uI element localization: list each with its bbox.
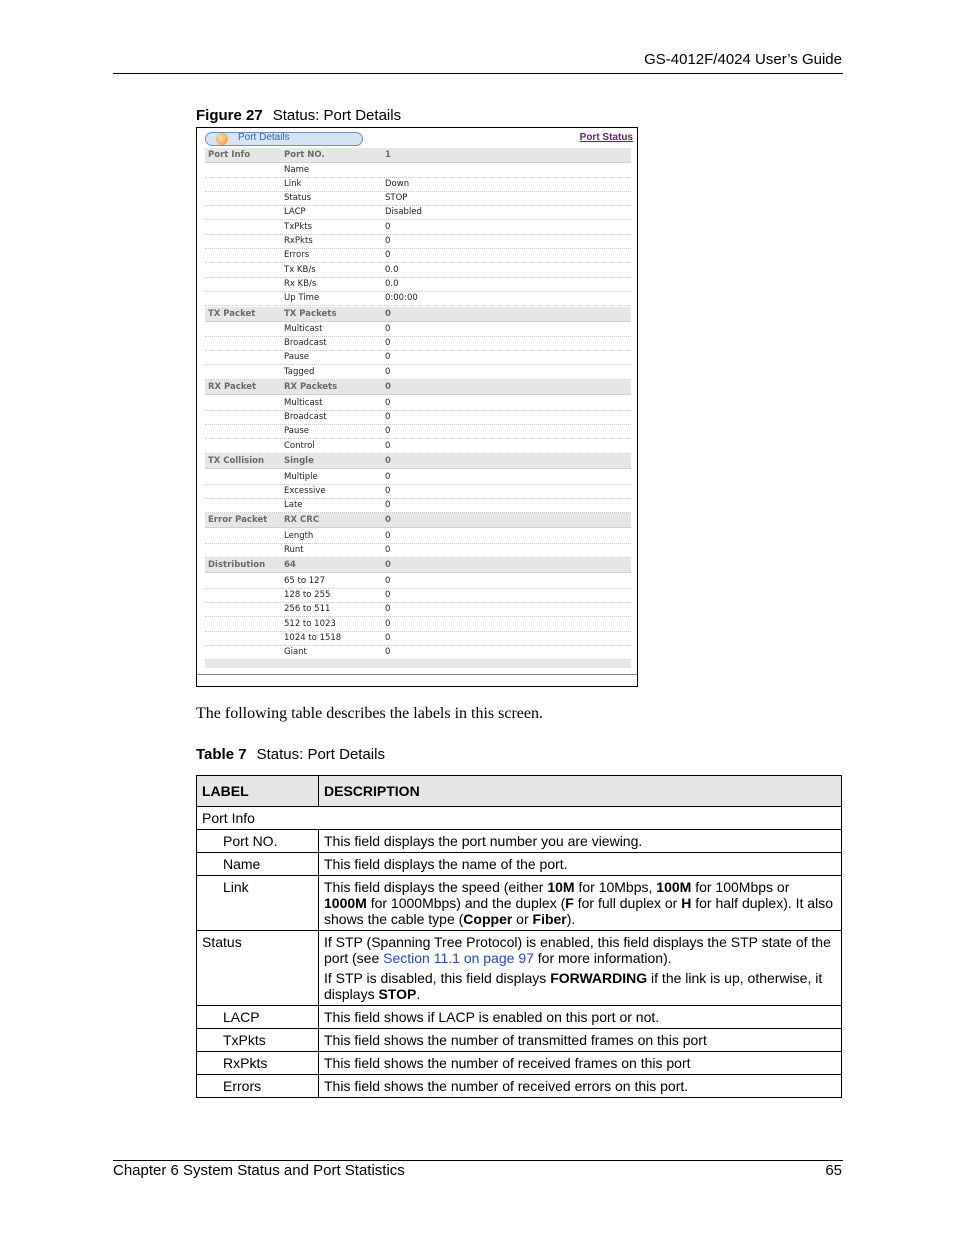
desc-paragraph bbox=[324, 934, 836, 966]
row-field-value: 0 bbox=[385, 222, 391, 232]
table-row bbox=[197, 853, 842, 876]
row-field-value: 0.0 bbox=[385, 279, 399, 289]
detail-row bbox=[205, 322, 631, 337]
row-field-value: 0 bbox=[385, 398, 391, 408]
row-description: This field shows if LACP is enabled on this port or not. bbox=[319, 1006, 842, 1029]
row-field-label: Multicast bbox=[284, 398, 323, 408]
row-description bbox=[319, 876, 842, 931]
detail-row bbox=[205, 263, 631, 278]
row-description: This field displays the port number you are viewing. bbox=[319, 830, 842, 853]
row-field-value: 0 bbox=[385, 515, 391, 525]
table-footer-band bbox=[205, 660, 631, 668]
row-description: This field displays the name of the port. bbox=[319, 853, 842, 876]
row-section: Error Packet bbox=[208, 515, 268, 525]
row-field-value: 1 bbox=[385, 150, 391, 160]
row-field-label: 1024 to 1518 bbox=[284, 633, 342, 643]
row-field-label: Pause bbox=[284, 352, 309, 362]
row-description: This field shows the number of received frames on this port bbox=[319, 1052, 842, 1075]
detail-row bbox=[205, 602, 631, 617]
detail-row bbox=[205, 439, 631, 454]
tab-bullet-icon bbox=[216, 133, 228, 145]
row-field-value: 0 bbox=[385, 560, 391, 570]
row-field-value: STOP bbox=[385, 193, 408, 203]
footer-page-number: 65 bbox=[825, 1162, 842, 1179]
section-header-row bbox=[205, 307, 631, 322]
section-link[interactable]: Section 11.1 on page 97 bbox=[383, 950, 534, 966]
screenshot-bottom-rule bbox=[197, 674, 637, 675]
detail-row bbox=[205, 163, 631, 178]
row-field-value: 0 bbox=[385, 338, 391, 348]
row-field-label: 65 to 127 bbox=[284, 576, 325, 586]
section-header-row bbox=[205, 148, 631, 163]
desc-bold: STOP bbox=[378, 986, 417, 1002]
row-label: Name bbox=[197, 853, 319, 876]
detail-row bbox=[205, 205, 631, 220]
detail-row bbox=[205, 410, 631, 425]
table-row bbox=[197, 1029, 842, 1052]
row-field-label: TxPkts bbox=[284, 222, 313, 232]
table-number: Table 7 bbox=[196, 746, 247, 763]
row-field-label: Single bbox=[284, 456, 314, 466]
row-field-label: TX Packets bbox=[284, 309, 337, 319]
row-field-label: Link bbox=[284, 179, 302, 189]
desc-bold: Fiber bbox=[532, 911, 567, 927]
row-field-value: 0:00:00 bbox=[385, 293, 418, 303]
row-field-value: 0 bbox=[385, 250, 391, 260]
row-field-value: 0 bbox=[385, 472, 391, 482]
row-field-value: 0 bbox=[385, 382, 391, 392]
label-column-header: LABEL bbox=[197, 776, 319, 807]
row-field-label: Broadcast bbox=[284, 412, 327, 422]
figure-title: Status: Port Details bbox=[272, 107, 402, 124]
row-field-label: Rx KB/s bbox=[284, 279, 317, 289]
table-row bbox=[197, 807, 842, 830]
desc-text: for more information). bbox=[533, 950, 672, 966]
row-field-value: 0 bbox=[385, 604, 391, 614]
desc-text: for half duplex). It also shows the cable type ( bbox=[324, 895, 833, 927]
row-field-value: 0 bbox=[385, 309, 391, 319]
row-label: Link bbox=[197, 876, 319, 931]
row-field-value: 0 bbox=[385, 367, 391, 377]
detail-row bbox=[205, 470, 631, 485]
desc-bold: H bbox=[681, 895, 692, 911]
figure-number: Figure 27 bbox=[196, 107, 263, 124]
section-header-row bbox=[205, 454, 631, 469]
row-field-value: 0 bbox=[385, 441, 391, 451]
row-field-value: 0 bbox=[385, 590, 391, 600]
row-field-value: 0 bbox=[385, 324, 391, 334]
section-port-info: Port Info bbox=[197, 807, 842, 830]
table-row bbox=[197, 1075, 842, 1098]
detail-row bbox=[205, 234, 631, 249]
row-field-label: RX CRC bbox=[284, 515, 320, 525]
row-field-value: 0 bbox=[385, 456, 391, 466]
footer-rule bbox=[113, 1160, 843, 1161]
table-row bbox=[197, 876, 842, 931]
detail-row bbox=[205, 529, 631, 544]
row-section: TX Collision bbox=[208, 456, 264, 466]
detail-row bbox=[205, 220, 631, 235]
intro-paragraph: The following table describes the labels in this screen. bbox=[196, 705, 544, 722]
header-rule bbox=[113, 73, 843, 74]
detail-row bbox=[205, 645, 631, 660]
row-field-label: 512 to 1023 bbox=[284, 619, 336, 629]
row-field-value: 0 bbox=[385, 352, 391, 362]
port-details-tab[interactable] bbox=[205, 132, 363, 146]
table-row bbox=[197, 931, 842, 1006]
row-label: Status bbox=[197, 931, 319, 1006]
row-field-label: Broadcast bbox=[284, 338, 327, 348]
row-section: Distribution bbox=[208, 560, 266, 570]
row-field-label: Giant bbox=[284, 647, 307, 657]
row-field-label: Late bbox=[284, 500, 303, 510]
desc-text: for 1000Mbps) and the duplex ( bbox=[366, 895, 566, 911]
desc-text: . bbox=[416, 986, 421, 1002]
desc-bold: 10M bbox=[547, 879, 575, 895]
port-status-link[interactable]: Port Status bbox=[579, 132, 633, 143]
row-field-value: 0 bbox=[385, 633, 391, 643]
table-row bbox=[197, 1006, 842, 1029]
row-label: RxPkts bbox=[197, 1052, 319, 1075]
detail-row bbox=[205, 588, 631, 603]
row-label: Errors bbox=[197, 1075, 319, 1098]
row-field-label: Status bbox=[284, 193, 312, 203]
desc-text: or bbox=[512, 911, 533, 927]
desc-text: If STP (Spanning Tree Protocol) is enabled, this field displays the STP state of the port (see bbox=[324, 934, 831, 966]
row-field-label: Tagged bbox=[284, 367, 315, 377]
desc-bold: F bbox=[565, 895, 574, 911]
row-field-label: Multiple bbox=[284, 472, 318, 482]
detail-row bbox=[205, 498, 631, 513]
row-field-label: Name bbox=[284, 165, 310, 175]
detail-row bbox=[205, 631, 631, 646]
desc-bold: FORWARDING bbox=[550, 970, 648, 986]
row-field-label: Up Time bbox=[284, 293, 320, 303]
detail-row bbox=[205, 543, 631, 558]
row-field-value: 0 bbox=[385, 412, 391, 422]
row-field-label: Excessive bbox=[284, 486, 326, 496]
footer-chapter: Chapter 6 System Status and Port Statistics bbox=[113, 1162, 405, 1179]
section-header-row bbox=[205, 380, 631, 395]
row-section: Port Info bbox=[208, 150, 251, 160]
desc-text: ). bbox=[566, 911, 576, 927]
row-field-value: Down bbox=[385, 179, 410, 189]
row-field-label: Port NO. bbox=[284, 150, 325, 160]
row-field-value: 0 bbox=[385, 236, 391, 246]
row-field-label: Tx KB/s bbox=[284, 265, 316, 275]
detail-row bbox=[205, 617, 631, 632]
row-field-label: 128 to 255 bbox=[284, 590, 331, 600]
page-header-title: GS-4012F/4024 User’s Guide bbox=[644, 51, 842, 68]
detail-row bbox=[205, 191, 631, 206]
label-description-table bbox=[196, 775, 842, 1098]
row-label: TxPkts bbox=[197, 1029, 319, 1052]
row-field-value: 0 bbox=[385, 647, 391, 657]
table-caption bbox=[196, 746, 385, 763]
table-row bbox=[197, 830, 842, 853]
row-field-label: LACP bbox=[284, 207, 306, 217]
row-field-label: Errors bbox=[284, 250, 310, 260]
row-description: This field shows the number of received errors on this port. bbox=[319, 1075, 842, 1098]
row-field-label: 64 bbox=[284, 560, 296, 570]
row-field-value: Disabled bbox=[385, 207, 422, 217]
description-column-header: DESCRIPTION bbox=[319, 776, 842, 807]
desc-paragraph bbox=[324, 970, 836, 1002]
desc-bold: 1000M bbox=[324, 895, 367, 911]
desc-bold: 100M bbox=[656, 879, 692, 895]
row-field-value: 0 bbox=[385, 619, 391, 629]
table-header-row bbox=[197, 776, 842, 807]
row-field-label: Pause bbox=[284, 426, 309, 436]
detail-row bbox=[205, 177, 631, 192]
row-field-value: 0.0 bbox=[385, 265, 399, 275]
row-field-value: 0 bbox=[385, 486, 391, 496]
row-section: TX Packet bbox=[208, 309, 256, 319]
port-details-screenshot bbox=[196, 127, 638, 687]
detail-row bbox=[205, 424, 631, 439]
desc-text: if the link is up, otherwise, it displays bbox=[324, 970, 823, 1002]
row-field-label: Control bbox=[284, 441, 315, 451]
desc-text: for full duplex or bbox=[573, 895, 682, 911]
section-header-row bbox=[205, 558, 631, 573]
row-field-value: 0 bbox=[385, 531, 391, 541]
row-label: LACP bbox=[197, 1006, 319, 1029]
table-title: Status: Port Details bbox=[256, 746, 385, 763]
row-label: Port NO. bbox=[197, 830, 319, 853]
desc-text: This field displays the speed (either bbox=[324, 879, 548, 895]
detail-row bbox=[205, 248, 631, 263]
desc-text: for 10Mbps, bbox=[574, 879, 657, 895]
section-header-row bbox=[205, 513, 631, 528]
desc-text: for 100Mbps or bbox=[691, 879, 790, 895]
table-row bbox=[197, 1052, 842, 1075]
row-field-label: 256 to 511 bbox=[284, 604, 331, 614]
detail-row bbox=[205, 336, 631, 351]
row-description: This field shows the number of transmitted frames on this port bbox=[319, 1029, 842, 1052]
row-field-label: RX Packets bbox=[284, 382, 338, 392]
detail-row bbox=[205, 574, 631, 589]
row-section: RX Packet bbox=[208, 382, 257, 392]
row-field-value: 0 bbox=[385, 576, 391, 586]
detail-row bbox=[205, 484, 631, 499]
row-field-label: Runt bbox=[284, 545, 304, 555]
figure-caption bbox=[196, 107, 401, 124]
row-field-value: 0 bbox=[385, 426, 391, 436]
desc-bold: Copper bbox=[463, 911, 513, 927]
detail-row bbox=[205, 350, 631, 365]
row-field-label: Multicast bbox=[284, 324, 323, 334]
detail-row bbox=[205, 365, 631, 380]
row-field-label: RxPkts bbox=[284, 236, 313, 246]
detail-row bbox=[205, 396, 631, 411]
tab-label: Port Details bbox=[238, 132, 290, 143]
row-field-label: Length bbox=[284, 531, 314, 541]
row-field-value: 0 bbox=[385, 545, 391, 555]
row-description bbox=[319, 931, 842, 1006]
detail-row bbox=[205, 291, 631, 306]
detail-row bbox=[205, 277, 631, 292]
row-field-value: 0 bbox=[385, 500, 391, 510]
desc-text: If STP is disabled, this field displays bbox=[324, 970, 551, 986]
